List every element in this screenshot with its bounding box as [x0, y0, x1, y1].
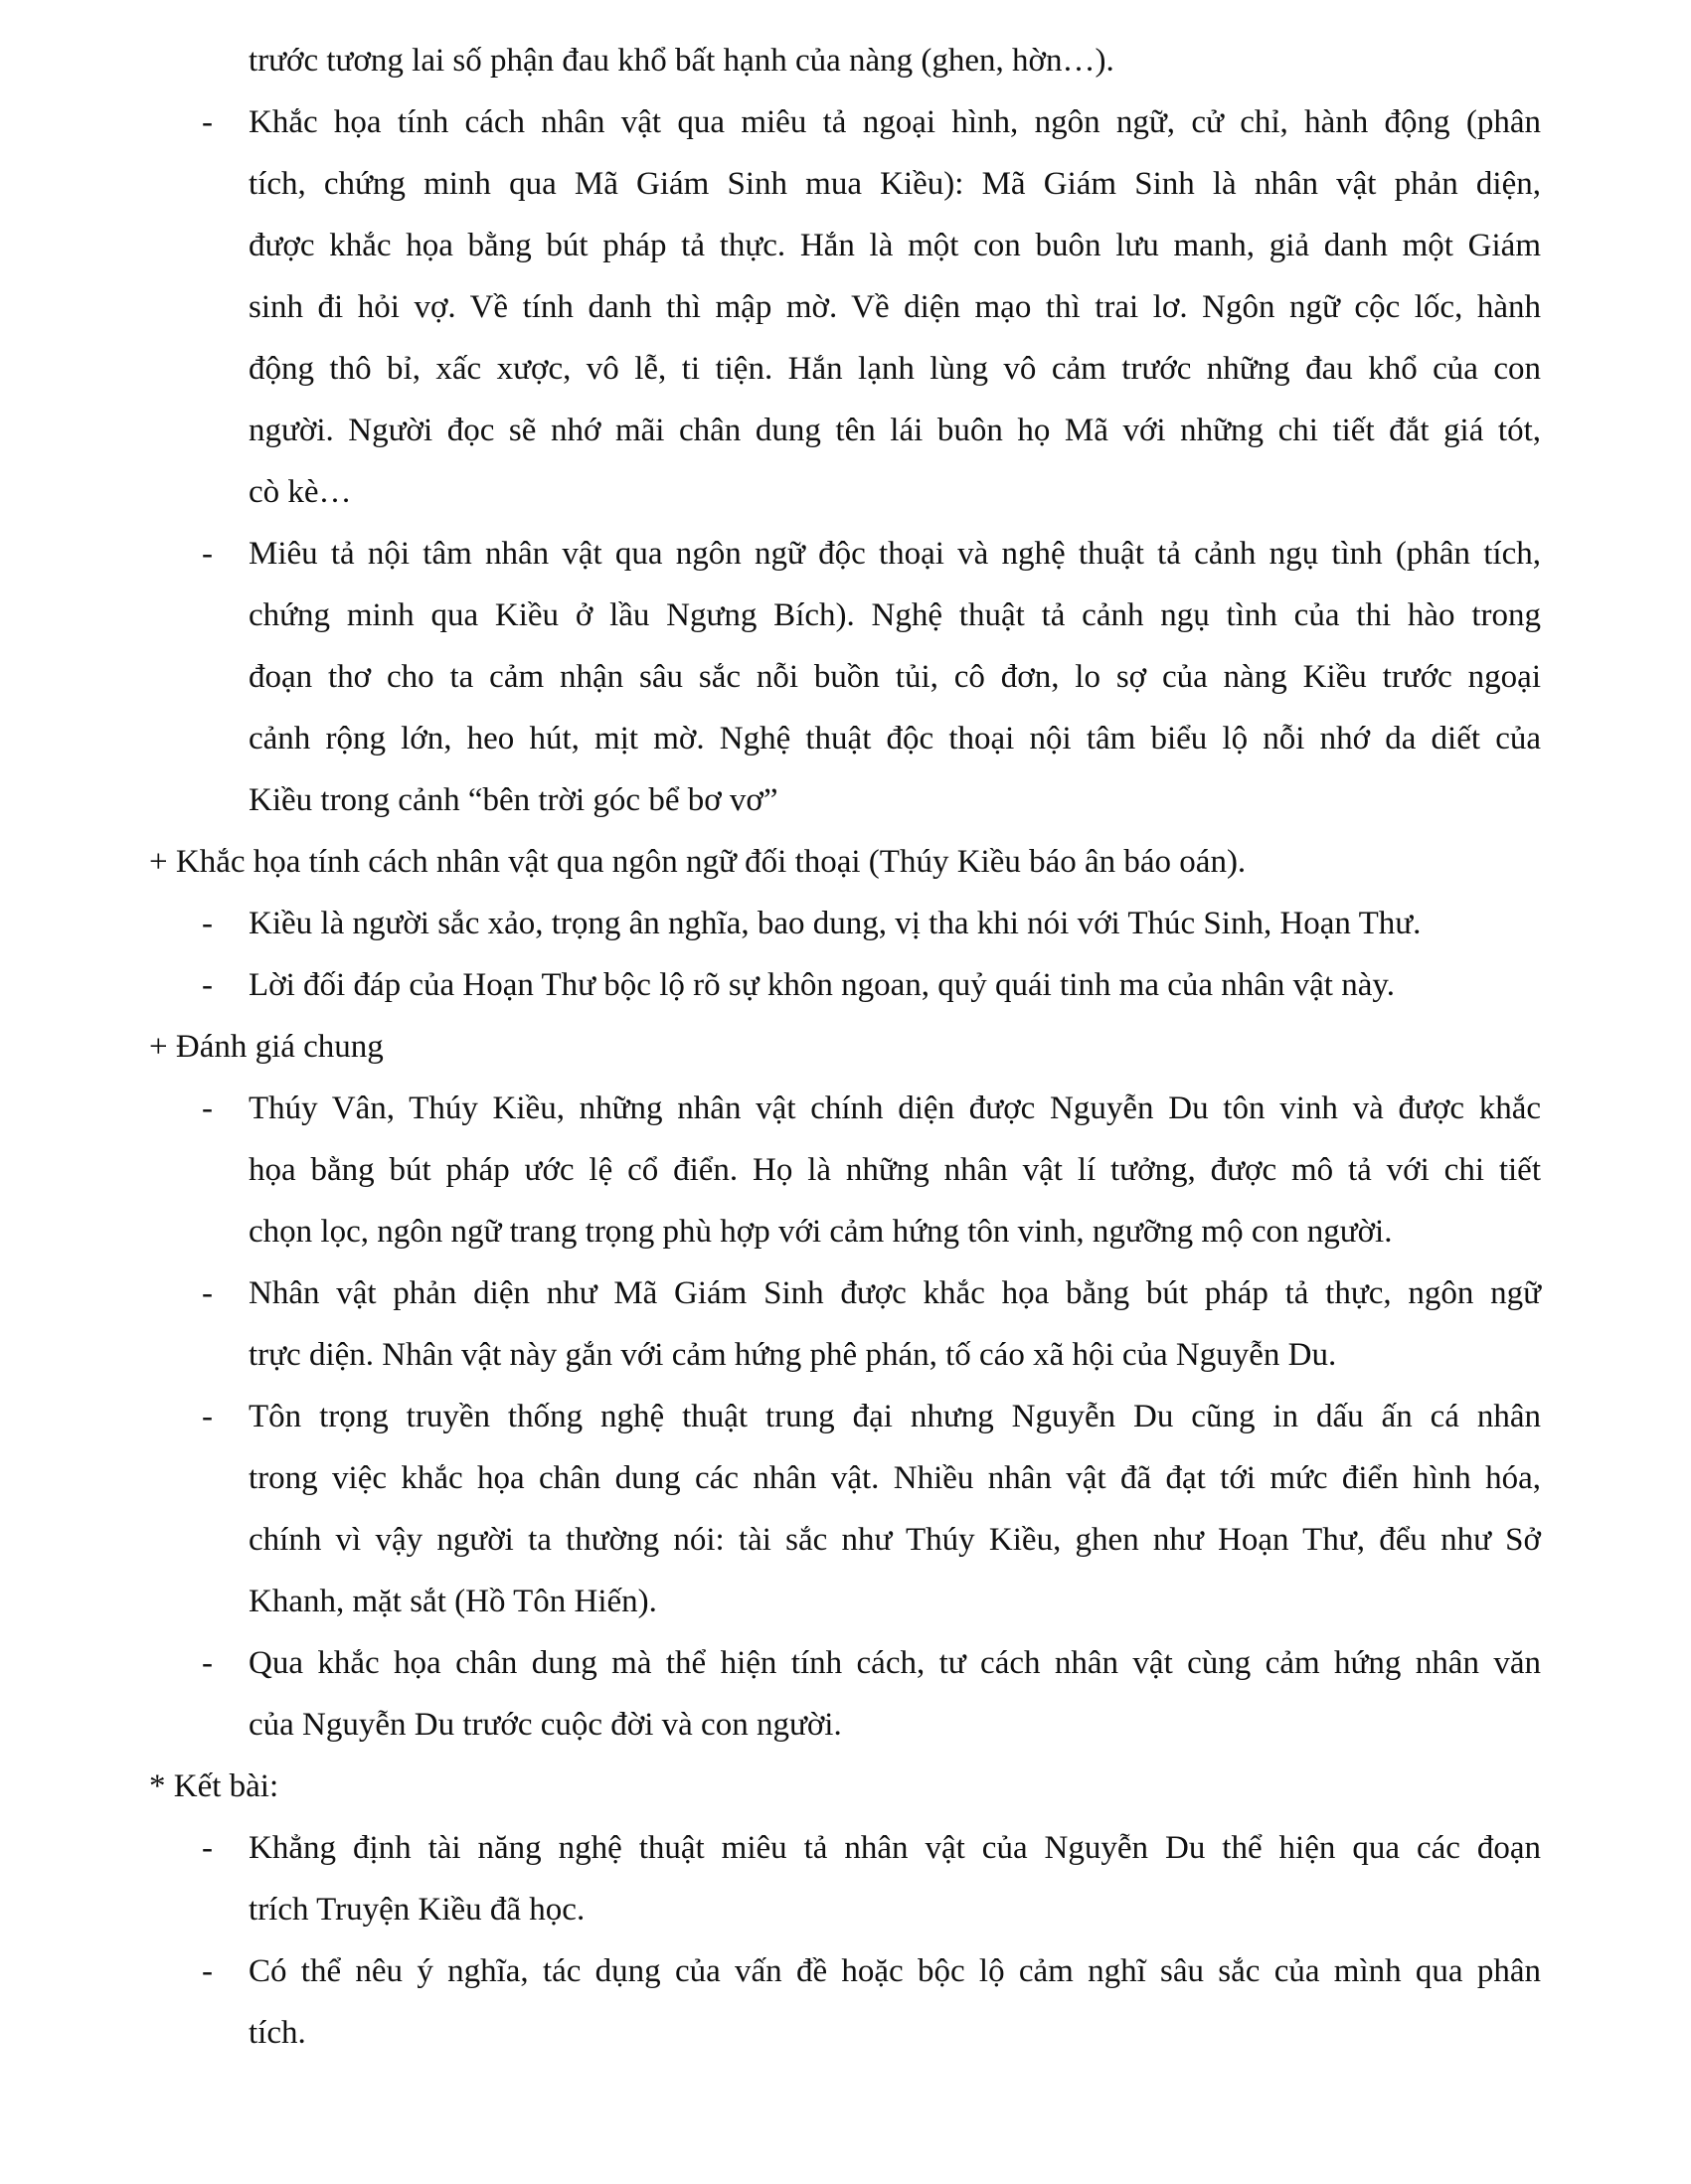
document-body — [149, 30, 1541, 2064]
text-line: trích Truyện Kiều đã học. — [249, 1892, 586, 1928]
bullet-dash: - — [202, 104, 213, 140]
bullet-dash: - — [202, 906, 213, 941]
bullet-item — [149, 1632, 1541, 1694]
text-line: Khanh, mặt sắt (Hồ Tôn Hiến). — [249, 1584, 657, 1619]
bullet-dash: - — [202, 1953, 213, 1989]
text-line: chính vì vậy người ta thường nói: tài sắc như Thúy Kiều, ghen như Hoạn Thư, đểu như Sở — [249, 1522, 1541, 1558]
text-line: Lời đối đáp của Hoạn Thư bộc lộ rõ sự khôn ngoan, quỷ quái tinh ma của nhân vật này. — [249, 967, 1395, 1003]
bullet-dash: - — [202, 1091, 213, 1126]
text-line: trực diện. Nhân vật này gắn với cảm hứng phê phán, tố cáo xã hội của Nguyễn Du. — [249, 1337, 1337, 1373]
bullet-item — [149, 1386, 1541, 1447]
text-line: tích, chứng minh qua Mã Giám Sinh mua Kiều): Mã Giám Sinh là nhân vật phản diện, — [249, 166, 1541, 202]
text-line: của Nguyễn Du trước cuộc đời và con người. — [249, 1707, 842, 1743]
text-line: chọn lọc, ngôn ngữ trang trọng phù hợp với cảm hứng tôn vinh, ngưỡng mộ con người. — [249, 1214, 1393, 1250]
text-line: Nhân vật phản diện như Mã Giám Sinh được khắc họa bằng bút pháp tả thực, ngôn ngữ — [249, 1275, 1541, 1311]
text-line: chứng minh qua Kiều ở lầu Ngưng Bích). Nghệ thuật tả cảnh ngụ tình của thi hào trong — [249, 597, 1541, 633]
bullet-dash: - — [202, 1275, 213, 1311]
text-line: họa bằng bút pháp ước lệ cổ điển. Họ là những nhân vật lí tưởng, được mô tả với chi tiết — [249, 1152, 1541, 1188]
text-line: cảnh rộng lớn, heo hút, mịt mờ. Nghệ thuật độc thoại nội tâm biểu lộ nỗi nhớ da diết của — [249, 721, 1541, 756]
text-line: trong việc khắc họa chân dung các nhân vật. Nhiều nhân vật đã đạt tới mức điển hình hóa, — [249, 1460, 1541, 1496]
bullet-item — [149, 1817, 1541, 1879]
bullet-dash: - — [202, 967, 213, 1003]
text-line: được khắc họa bằng bút pháp tả thực. Hắn là một con buôn lưu manh, giả danh một Giám — [249, 228, 1541, 263]
bullet-dash: - — [202, 1830, 213, 1866]
text-line: Miêu tả nội tâm nhân vật qua ngôn ngữ độc thoại và nghệ thuật tả cảnh ngụ tình (phân tích, — [249, 536, 1541, 572]
text-line: Kiều trong cảnh “bên trời góc bể bơ vơ” — [249, 782, 778, 818]
bullet-dash: - — [202, 1399, 213, 1434]
text-line: Thúy Vân, Thúy Kiều, những nhân vật chính diện được Nguyễn Du tôn vinh và được khắc — [249, 1091, 1541, 1126]
text-line: Kiều là người sắc xảo, trọng ân nghĩa, bao dung, vị tha khi nói với Thúc Sinh, Hoạn Thư. — [249, 906, 1422, 941]
text-line: tích. — [249, 2015, 306, 2051]
text-line: đoạn thơ cho ta cảm nhận sâu sắc nỗi buồn tủi, cô đơn, lo sợ của nàng Kiều trước ngoại — [249, 659, 1541, 695]
text-line: cò kè… — [249, 474, 352, 510]
bullet-item — [149, 893, 1541, 954]
bullet-item — [149, 523, 1541, 585]
text-line: động thô bỉ, xấc xược, vô lễ, ti tiện. Hắn lạnh lùng vô cảm trước những đau khổ của con — [249, 351, 1541, 387]
text-line: Có thể nêu ý nghĩa, tác dụng của vấn đề hoặc bộc lộ cảm nghĩ sâu sắc của mình qua phân — [249, 1953, 1541, 1989]
text-line: Khắc họa tính cách nhân vật qua miêu tả ngoại hình, ngôn ngữ, cử chỉ, hành động (phân — [249, 104, 1541, 140]
bullet-item — [149, 1940, 1541, 2002]
text-line: sinh đi hỏi vợ. Về tính danh thì mập mờ. Về diện mạo thì trai lơ. Ngôn ngữ cộc lốc, hành — [249, 289, 1541, 325]
bullet-item — [149, 1262, 1541, 1324]
text-line: Qua khắc họa chân dung mà thể hiện tính cách, tư cách nhân vật cùng cảm hứng nhân văn — [249, 1645, 1541, 1681]
text-line: Tôn trọng truyền thống nghệ thuật trung đại nhưng Nguyễn Du cũng in dấu ấn cá nhân — [249, 1399, 1541, 1434]
bullet-item — [149, 954, 1541, 1016]
bullet-dash: - — [202, 1645, 213, 1681]
text-line: trước tương lai số phận đau khổ bất hạnh của nàng (ghen, hờn…). — [249, 43, 1114, 79]
section-heading: + Khắc họa tính cách nhân vật qua ngôn ngữ đối thoại (Thúy Kiều báo ân báo oán). — [149, 844, 1247, 880]
bullet-dash: - — [202, 536, 213, 572]
bullet-item — [149, 91, 1541, 153]
bullet-item — [149, 1078, 1541, 1139]
section-heading: * Kết bài: — [149, 1768, 279, 1804]
section-heading: + Đánh giá chung — [149, 1029, 384, 1065]
text-line: Khẳng định tài năng nghệ thuật miêu tả nhân vật của Nguyễn Du thể hiện qua các đoạn — [249, 1830, 1541, 1866]
text-line: người. Người đọc sẽ nhớ mãi chân dung tên lái buôn họ Mã với những chi tiết đắt giá tót, — [249, 413, 1541, 448]
